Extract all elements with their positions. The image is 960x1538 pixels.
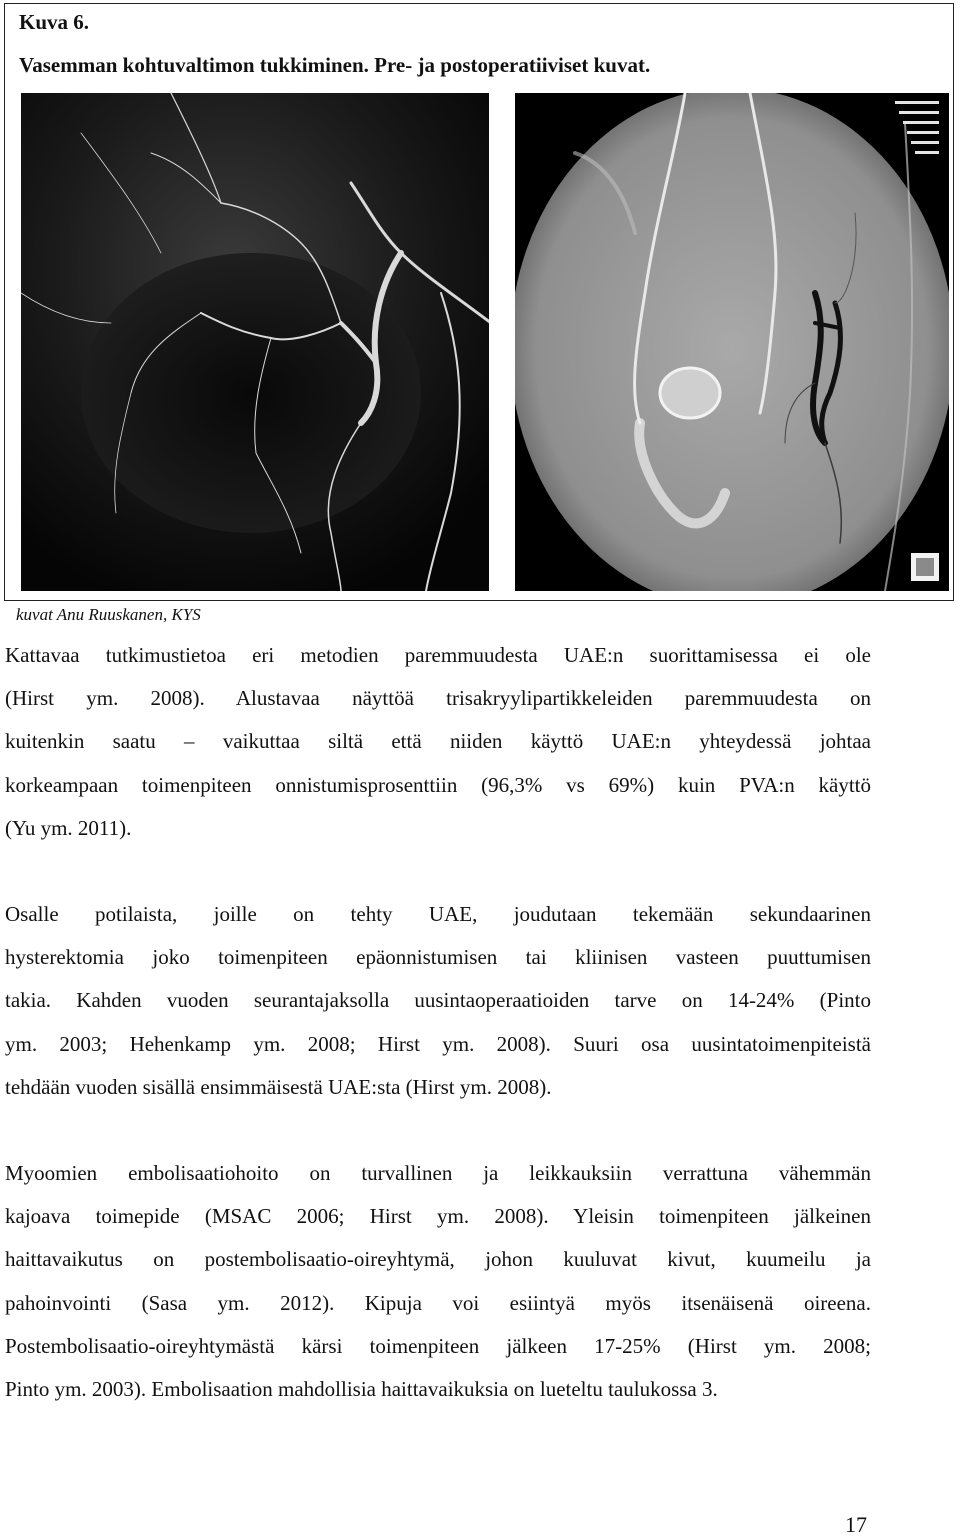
postoperative-angiogram-image bbox=[515, 93, 949, 591]
text-line: korkeampaan toimenpiteen onnistumisprosenttiin (96,3% vs 69%) kuin PVA:n käyttö bbox=[5, 772, 871, 797]
figure-box bbox=[4, 3, 954, 601]
text-line: pahoinvointi (Sasa ym. 2012). Kipuja voi esiintyä myös itsenäisenä oireena. bbox=[5, 1290, 871, 1315]
text-line: kuitenkin saatu – vaikuttaa siltä että niiden käyttö UAE:n yhteydessä johtaa bbox=[5, 729, 871, 754]
page-number: 17 bbox=[845, 1512, 867, 1537]
text-line: kajoava toimepide (MSAC 2006; Hirst ym. 2008). Yleisin toimenpiteen jälkeinen bbox=[5, 1204, 871, 1229]
text-line: Postembolisaatio-oireyhtymästä kärsi toimenpiteen jälkeen 17-25% (Hirst ym. 2008; bbox=[5, 1333, 871, 1358]
figure-credit: kuvat Anu Ruuskanen, KYS bbox=[16, 605, 201, 624]
text-line: Pinto ym. 2003). Embolisaation mahdollisia haittavaikuksia on lueteltu taulukossa 3. bbox=[5, 1376, 718, 1401]
text-line: Osalle potilaista, joille on tehty UAE, joudutaan tekemään sekundaarinen bbox=[5, 902, 871, 926]
text-line: tehdään vuoden sisällä ensimmäisestä UAE:sta (Hirst ym. 2008). bbox=[5, 1074, 552, 1099]
paragraph-1 bbox=[5, 634, 871, 850]
text-line: Kattavaa tutkimustietoa eri metodien paremmuudesta UAE:n suorittamisessa ei ole bbox=[5, 643, 871, 667]
text-line: hysterektomia joko toimenpiteen epäonnistumisen tai kliinisen vasteen puuttumisen bbox=[5, 945, 871, 970]
paragraph-2 bbox=[5, 893, 871, 1109]
text-line: ym. 2003; Hehenkamp ym. 2008; Hirst ym. 2008). Suuri osa uusintatoimenpiteistä bbox=[5, 1031, 871, 1056]
text-line: (Yu ym. 2011). bbox=[5, 815, 132, 840]
text-line: takia. Kahden vuoden seurantajaksolla uusintaoperaatioiden tarve on 14-24% (Pinto bbox=[5, 988, 871, 1013]
figure-caption: Vasemman kohtuvaltimon tukkiminen. Pre- ja postoperatiiviset kuvat. bbox=[19, 53, 651, 77]
text-line: haittavaikutus on postembolisaatio-oireyhtymä, johon kuuluvat kivut, kuumeilu ja bbox=[5, 1247, 871, 1272]
paragraph-3 bbox=[5, 1152, 871, 1411]
preoperative-angiogram-image bbox=[21, 93, 489, 591]
text-line: (Hirst ym. 2008). Alustavaa näyttöä trisakryylipartikkeleiden paremmuudesta on bbox=[5, 686, 871, 711]
figure-label: Kuva 6. bbox=[19, 10, 90, 34]
text-line: Myoomien embolisaatiohoito on turvallinen ja leikkauksiin verrattuna vähemmän bbox=[5, 1161, 871, 1185]
